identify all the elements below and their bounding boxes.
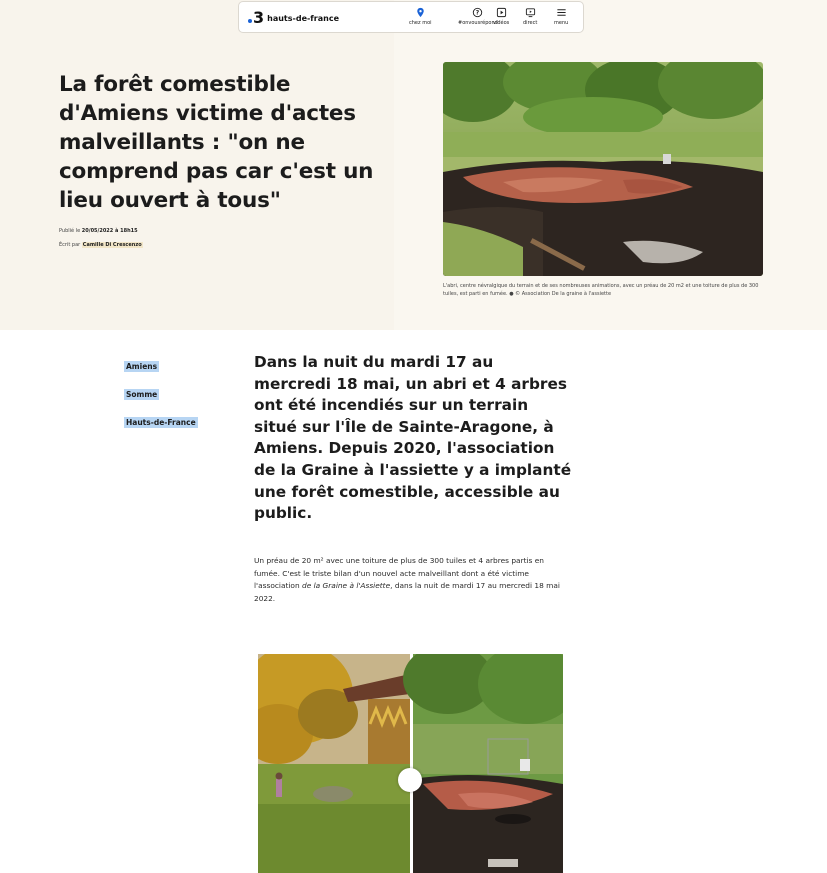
- nav-label: menu: [554, 20, 569, 26]
- svg-text:?: ?: [476, 9, 480, 17]
- tag-hauts-de-france[interactable]: Hauts-de-France: [126, 418, 196, 427]
- hamburger-menu-icon: [556, 7, 567, 18]
- author-prefix: Écrit par: [59, 242, 82, 248]
- logo-dot: [248, 19, 252, 23]
- article-body-paragraph: [254, 555, 566, 605]
- tag-somme[interactable]: Somme: [126, 390, 158, 399]
- tag-amiens[interactable]: Amiens: [126, 362, 158, 371]
- nav-label: #onvousrépond: [458, 20, 498, 26]
- body-text-part: , dans la nuit de mardi 17 au mercredi 18 mai 2022.: [254, 581, 560, 603]
- body-text-part: Un préau de 20 m² avec une toiture de plus de 300 tuiles et 4 arbres partis en fumée. C'est le triste bilan d'un nouvel acte malveillant dont a été victime l'association: [254, 556, 544, 591]
- author-link[interactable]: Camille Di Crescenzo: [82, 242, 142, 248]
- nav-label: chez moi: [409, 20, 432, 26]
- logo-number: 3: [253, 8, 265, 27]
- logo-region-text: hauts-de-france: [267, 13, 339, 23]
- nav-item-onvousrepond[interactable]: [458, 7, 498, 31]
- before-after-comparison[interactable]: [258, 654, 563, 873]
- tag-list: [124, 354, 234, 438]
- body-text-italic: de la Graine à l'Assiette: [302, 581, 391, 591]
- publication-date: [59, 228, 138, 234]
- france3-logo[interactable]: [248, 9, 339, 27]
- author-line: [59, 242, 143, 248]
- live-tv-icon: [525, 7, 536, 18]
- burned-field-illustration: [443, 62, 763, 276]
- nav-item-chez-moi[interactable]: [409, 7, 432, 31]
- nav-item-menu[interactable]: [554, 7, 568, 31]
- photo-caption: L'abri, centre névralgique du terrain et de ses nombreuses animations, avec un préau de 20 m2 et une toiture de plus de 300 tuiles, est parti en fumée. ● © Association De la graine à l'assiette: [443, 283, 759, 297]
- question-bubble-icon: [472, 7, 483, 18]
- article-title: La forêt comestible d'Amiens victime d'actes malveillants : "on ne comprend pas car c'est un lieu ouvert à tous": [59, 72, 374, 213]
- video-play-icon: [496, 7, 507, 18]
- comparison-slider-handle[interactable]: [398, 768, 422, 792]
- nav-item-videos[interactable]: [493, 7, 509, 31]
- top-navbar: [238, 1, 584, 33]
- nav-item-direct[interactable]: [523, 7, 537, 31]
- published-prefix: Publié le: [59, 228, 82, 234]
- article-lead: Dans la nuit du mardi 17 au mercredi 18 mai, un abri et 4 arbres ont été incendiés sur un terrain situé sur l'Île de Sainte-Aragone, à Amiens. Depuis 2020, l'association de la Graine à l'assiette y a implanté une forêt comestible, accessible au public.: [254, 353, 572, 523]
- published-date: 20/05/2022 à 18h15: [81, 228, 138, 234]
- hero-photo-burned-shelter[interactable]: [443, 62, 763, 276]
- nav-label: vidéos: [493, 20, 510, 26]
- nav-label: direct: [523, 20, 538, 26]
- before-after-illustration: [258, 654, 563, 873]
- location-pin-icon: [415, 7, 426, 18]
